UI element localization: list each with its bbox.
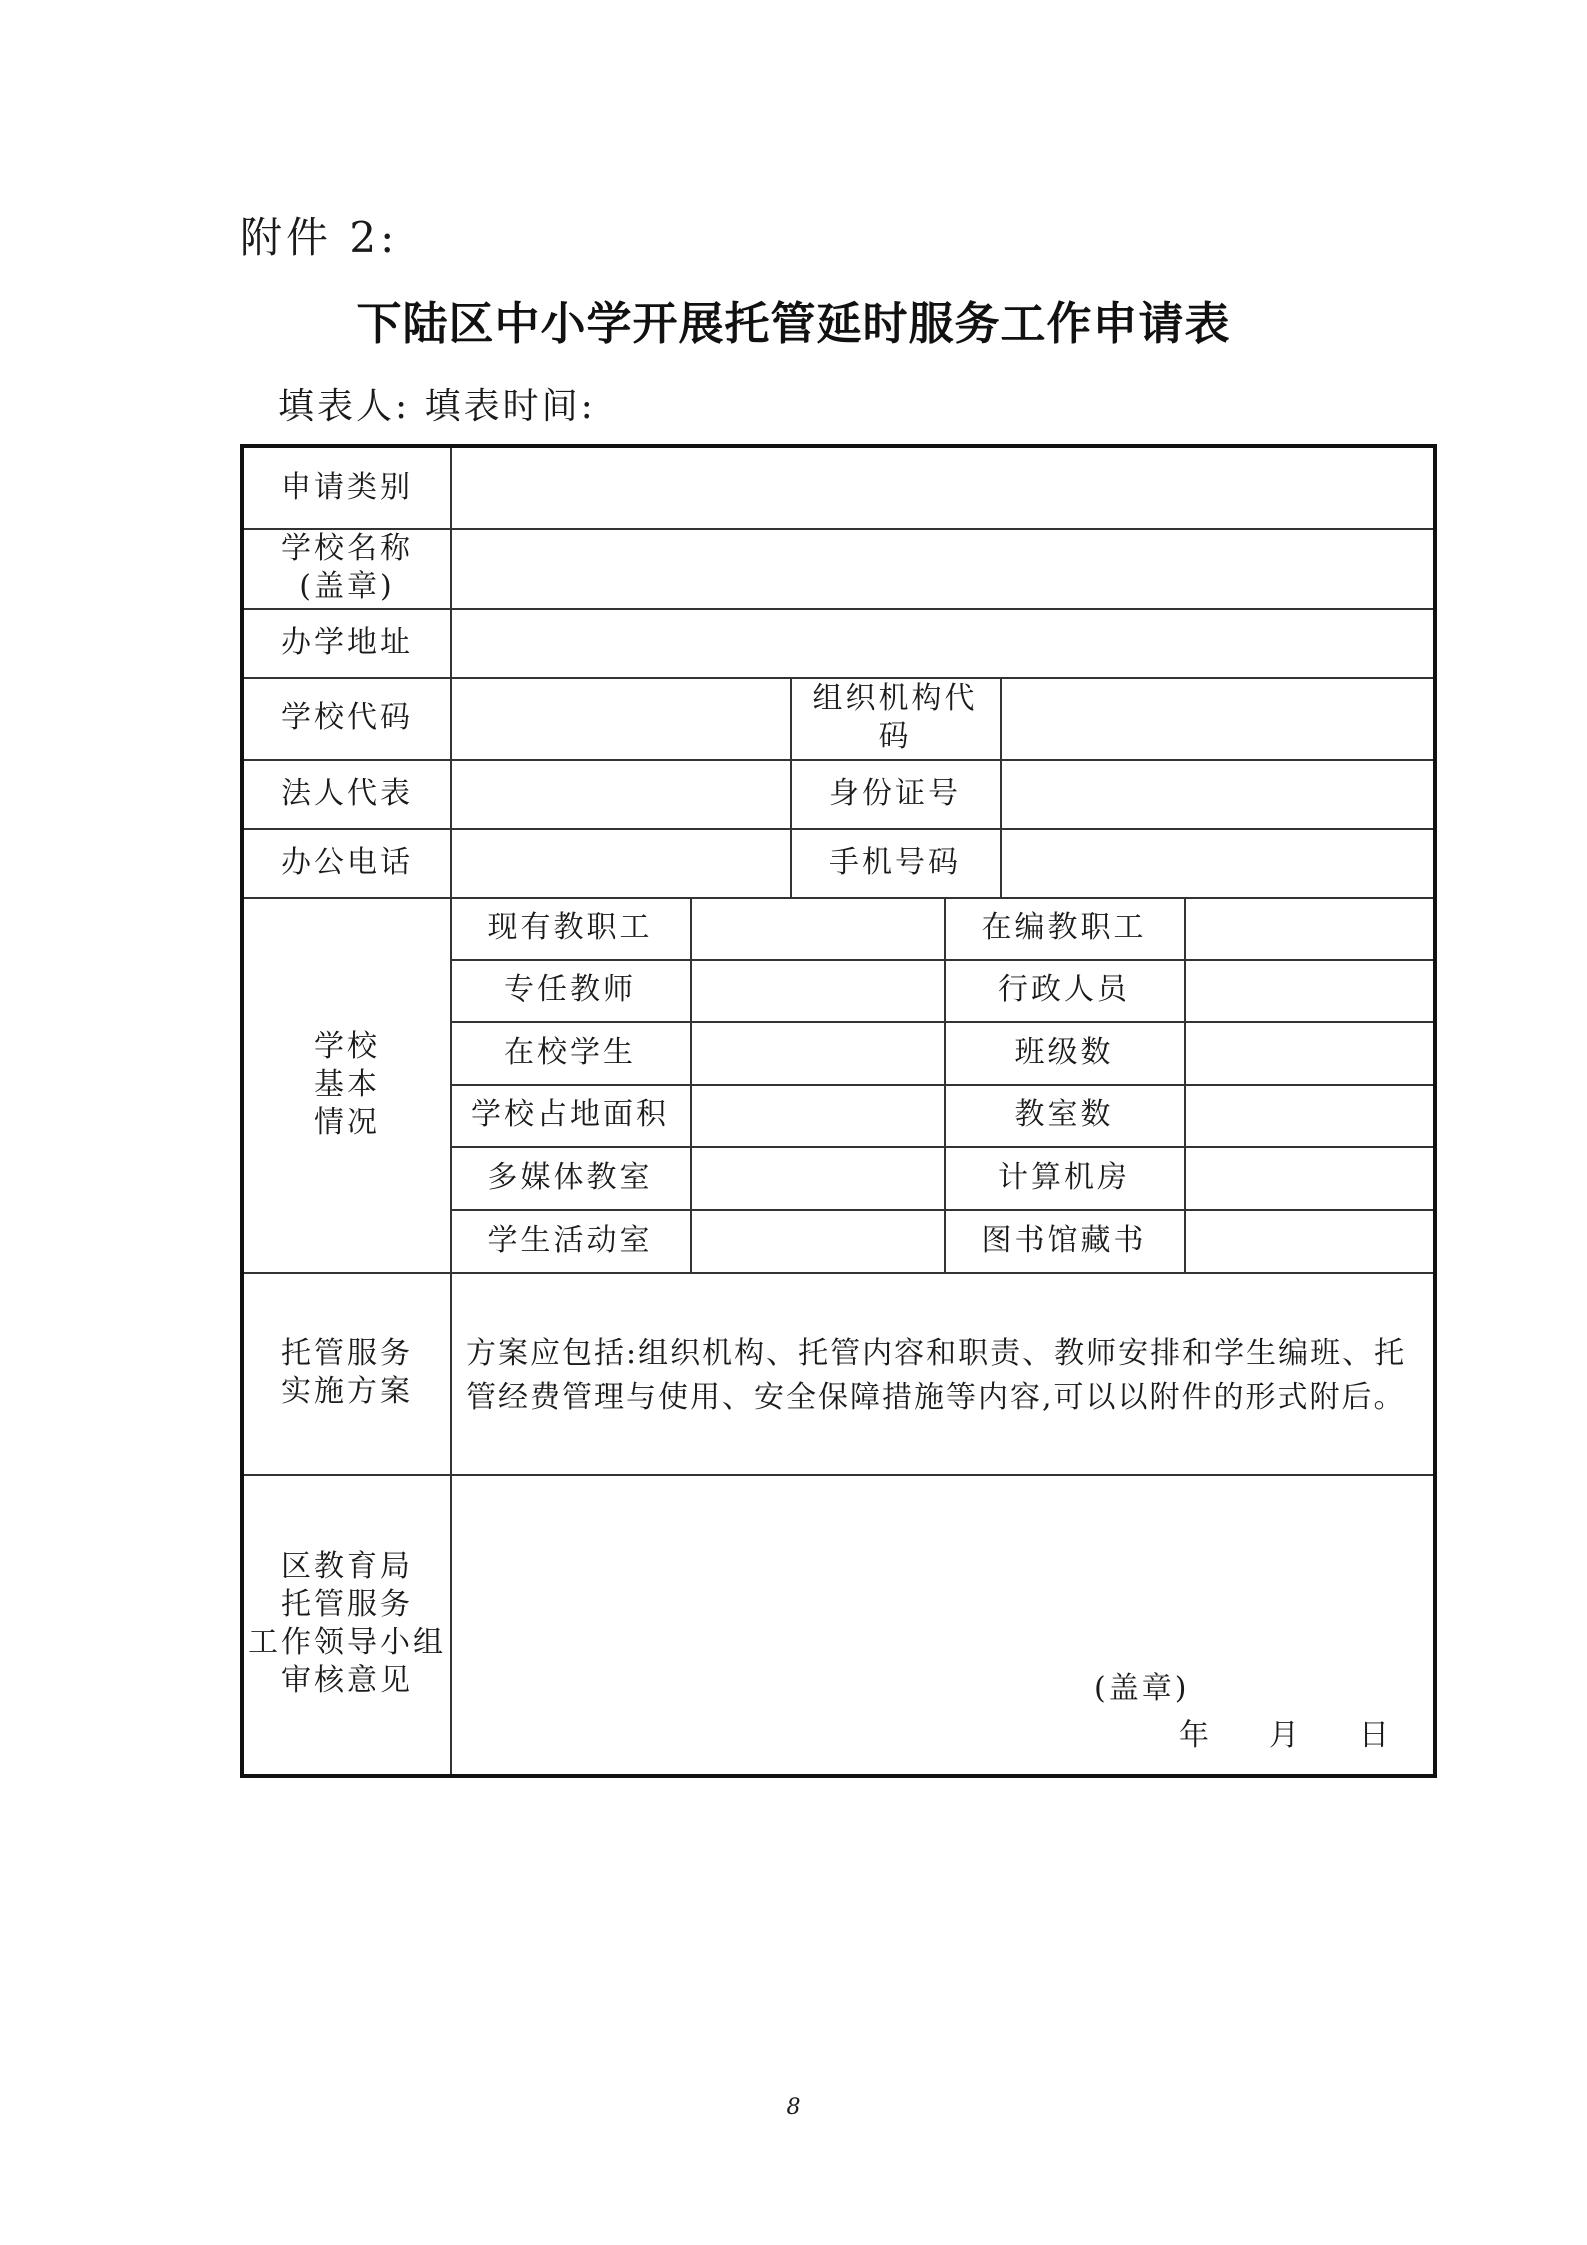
application-form-table bbox=[240, 444, 1437, 1778]
label-school-name-text: 学校名称 bbox=[281, 531, 413, 566]
label-review-2: 托管服务 bbox=[281, 1587, 413, 1622]
service-plan-text: 方案应包括:组织机构、托管内容和职责、教师安排和学生编班、托管经费管理与使用、安全保障措施等内容,可以以附件的形式附后。 bbox=[466, 1336, 1407, 1415]
label-activity-rooms: 学生活动室 bbox=[487, 1222, 653, 1258]
filler-info: 填表人: 填表时间: bbox=[278, 386, 596, 427]
label-org-code-line2: 码 bbox=[878, 719, 912, 754]
label-review-4: 审核意见 bbox=[281, 1663, 413, 1698]
label-service-plan bbox=[244, 1272, 450, 1474]
label-school-name bbox=[244, 528, 450, 608]
label-org-code-line1: 组织机构代 bbox=[812, 681, 978, 716]
label-address: 办学地址 bbox=[281, 624, 413, 660]
label-id-number: 身份证号 bbox=[829, 775, 961, 811]
label-library-books: 图书馆藏书 bbox=[981, 1222, 1147, 1258]
page-title: 下陆区中小学开展托管延时服务工作申请表 bbox=[356, 297, 1231, 350]
label-students: 在校学生 bbox=[504, 1034, 636, 1070]
label-mobile: 手机号码 bbox=[829, 844, 961, 880]
label-review-1: 区教育局 bbox=[281, 1549, 413, 1584]
date-year: 年 bbox=[1179, 1718, 1209, 1753]
label-classroom-count: 教室数 bbox=[1014, 1097, 1114, 1132]
label-basic-info-3: 情况 bbox=[314, 1104, 380, 1140]
seal-note: (盖章) bbox=[1094, 1671, 1190, 1706]
label-class-count: 班级数 bbox=[1014, 1034, 1114, 1070]
label-multimedia-rooms: 多媒体教室 bbox=[487, 1159, 653, 1195]
attachment-label: 附件 2: bbox=[240, 213, 399, 262]
label-apply-type: 申请类别 bbox=[281, 470, 413, 505]
label-review-opinion bbox=[244, 1474, 450, 1774]
label-review-3: 工作领导小组 bbox=[248, 1625, 446, 1660]
date-day: 日 bbox=[1359, 1718, 1389, 1753]
label-full-time-teachers: 专任教师 bbox=[504, 972, 636, 1007]
label-service-plan-2: 实施方案 bbox=[281, 1374, 413, 1409]
page-number: 8 bbox=[786, 2095, 801, 2120]
label-staff: 现有教职工 bbox=[487, 910, 653, 945]
label-basic-info-1: 学校 bbox=[314, 1028, 380, 1064]
label-admin-staff: 行政人员 bbox=[998, 972, 1130, 1007]
label-staff-on-payroll: 在编教职工 bbox=[981, 910, 1147, 945]
label-legal-rep: 法人代表 bbox=[281, 775, 413, 811]
label-computer-rooms: 计算机房 bbox=[998, 1159, 1130, 1195]
date-month: 月 bbox=[1269, 1718, 1299, 1753]
label-campus-area: 学校占地面积 bbox=[471, 1097, 669, 1132]
label-org-code bbox=[790, 677, 1000, 759]
label-school-code: 学校代码 bbox=[281, 700, 413, 735]
label-basic-info-2: 基本 bbox=[314, 1066, 380, 1102]
label-office-phone: 办公电话 bbox=[281, 844, 413, 880]
label-basic-info bbox=[244, 897, 450, 1272]
label-service-plan-1: 托管服务 bbox=[281, 1336, 413, 1371]
label-school-name-seal: (盖章) bbox=[299, 569, 395, 604]
